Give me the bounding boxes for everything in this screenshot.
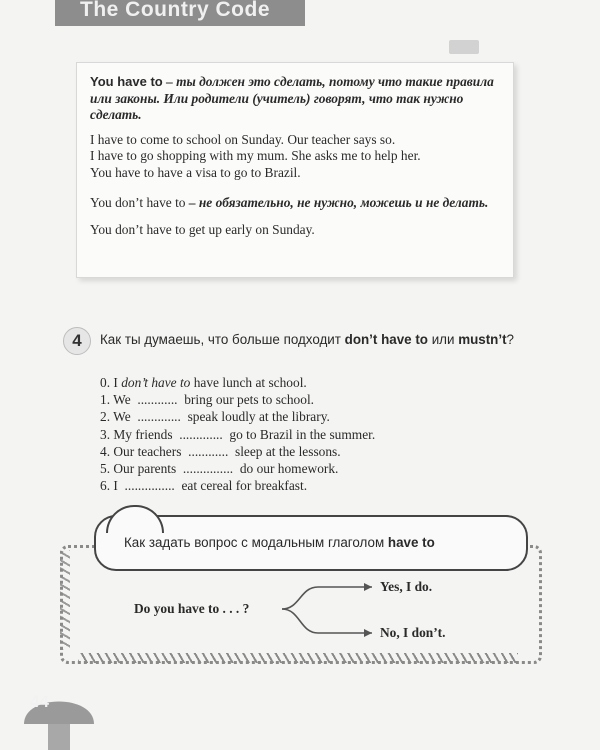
rule-example-1: I have to come to school on Sunday. Our teacher says so. xyxy=(90,131,396,147)
option-dont-have-to: don’t have to xyxy=(344,332,428,347)
rule-example-4: You don’t have to get up early on Sunday. xyxy=(90,221,315,237)
model-question: Do you have to . . . ? xyxy=(134,601,250,616)
dont-have-to-explanation: – не обязательно, не нужно, можешь и не делать. xyxy=(185,195,489,210)
answer-yes: Yes, I do. xyxy=(380,579,433,594)
have-to-definition xyxy=(90,74,504,124)
note-heading-text: Как задать вопрос с модальным глаголом xyxy=(124,535,388,550)
have-to-key-phrase: You have to xyxy=(90,74,163,89)
sentence-5[interactable]: 5. Our parents ............... do our homework. xyxy=(100,461,339,477)
sentence-3[interactable]: 3. My friends ............. go to Brazil in the summer. xyxy=(100,426,376,442)
decorative-stamp xyxy=(449,40,479,54)
sentence-0-start: 0. I xyxy=(100,375,122,390)
rule-example-3: You have to have a visa to go to Brazil. xyxy=(90,164,301,180)
mushroom-page-icon xyxy=(20,680,98,750)
unit-title: The Country Code xyxy=(80,0,270,21)
sentence-0-end: have lunch at school. xyxy=(190,375,307,390)
branch-arrows-icon xyxy=(60,505,538,665)
sentence-1[interactable]: 1. We ............ bring our pets to school. xyxy=(100,392,315,408)
sentence-4[interactable]: 4. Our teachers ............ sleep at the lessons. xyxy=(100,443,341,459)
exercise-number-badge: 4 xyxy=(63,327,91,355)
have-to-explanation: – ты должен это сделать, потому что такие правила или законы. Или родители (учитель) говорят, что так нужно сделать. xyxy=(90,74,494,122)
answer-no: No, I don’t. xyxy=(380,625,446,640)
sentence-0-answer: don’t have to xyxy=(121,375,191,390)
option-mustnt: mustn’t xyxy=(458,332,507,347)
instruction-or: или xyxy=(427,332,459,347)
exercise-sentences xyxy=(100,374,520,494)
grammar-rule-text xyxy=(90,74,504,238)
sentence-0 xyxy=(100,374,520,391)
rule-example-2: I have to go shopping with my mum. She asks me to help her. xyxy=(90,148,421,163)
instruction-end: ? xyxy=(506,332,514,347)
sentence-2[interactable]: 2. We ............. speak loudly at the library. xyxy=(100,409,330,425)
dont-have-to-definition xyxy=(90,195,504,212)
page-number: 44 xyxy=(30,692,49,711)
exercise-instruction xyxy=(100,332,530,349)
note-heading-bold: have to xyxy=(387,535,435,550)
dont-have-to-key-phrase: You don’t have to xyxy=(90,195,186,210)
sentence-6[interactable]: 6. I ............... eat cereal for breakfast. xyxy=(100,478,308,494)
question-note xyxy=(60,505,538,665)
instruction-text: Как ты думаешь, что больше подходит xyxy=(100,332,345,347)
